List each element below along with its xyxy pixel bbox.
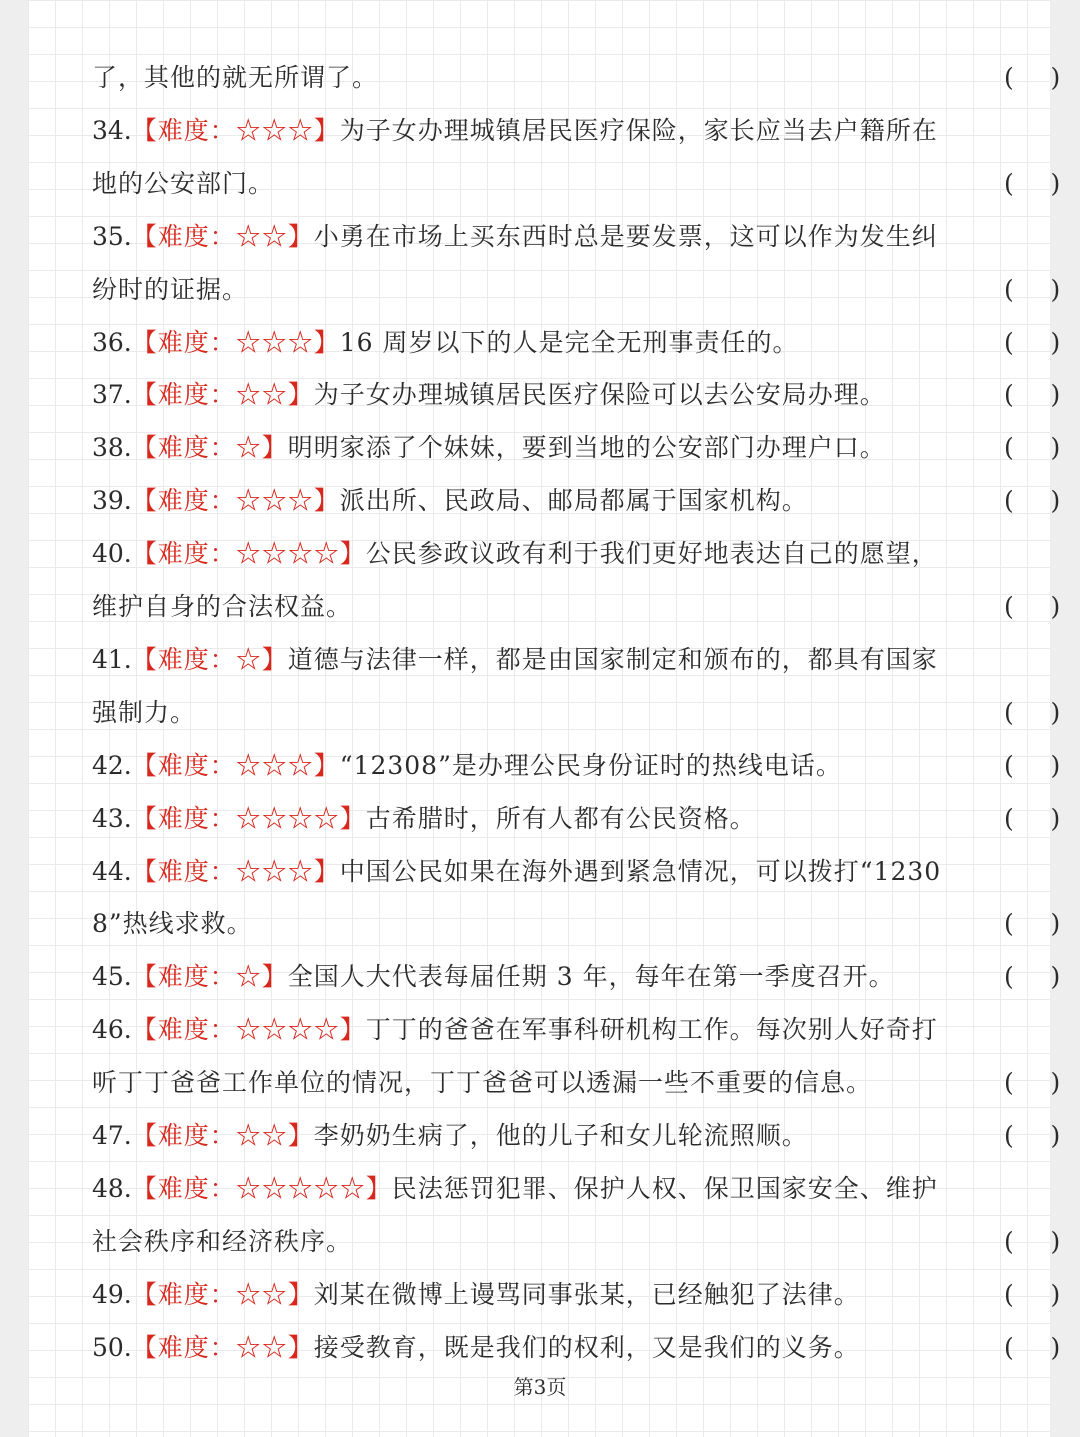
question-number: 43. — [92, 803, 132, 833]
question-number: 38. — [92, 433, 132, 463]
question-number: 44. — [92, 856, 132, 886]
question-line — [92, 957, 1062, 997]
difficulty-tag: 【难度：☆☆☆☆】 — [131, 539, 366, 569]
answer-blank[interactable]: ( ) — [1004, 1279, 1062, 1309]
answer-blank[interactable]: ( ) — [1004, 803, 1062, 833]
answer-blank[interactable]: ( ) — [1004, 168, 1062, 198]
answer-blank[interactable]: ( ) — [1004, 1332, 1062, 1362]
difficulty-tag: 【难度：☆☆☆】 — [131, 750, 340, 780]
question-continuation-line — [92, 270, 1062, 310]
question-text: 刘某在微博上谩骂同事张某，已经触犯了法律。 — [313, 1279, 860, 1309]
question-text: 16 周岁以下的人是完全无刑事责任的。 — [339, 327, 799, 357]
question-text: 古希腊时，所有人都有公民资格。 — [365, 803, 756, 833]
difficulty-tag: 【难度：☆☆☆】 — [131, 486, 340, 516]
answer-blank[interactable]: ( ) — [1004, 592, 1062, 621]
difficulty-tag: 【难度：☆☆】 — [131, 1121, 314, 1150]
question-continuation-line — [92, 904, 1062, 944]
question-line — [92, 852, 992, 892]
answer-blank[interactable]: ( ) — [1004, 274, 1062, 304]
question-line — [92, 323, 1062, 363]
question-number: 47. — [92, 1121, 132, 1150]
question-number: 50. — [92, 1332, 132, 1362]
question-number: 39. — [92, 486, 132, 516]
question-text: 为子女办理城镇居民医疗保险可以去公安局办理。 — [313, 380, 886, 410]
question-line — [92, 1116, 1062, 1156]
difficulty-tag: 【难度：☆☆☆】 — [131, 856, 340, 886]
question-line — [92, 217, 992, 257]
question-text: 社会秩序和经济秩序。 — [92, 1226, 353, 1256]
difficulty-tag: 【难度：☆☆☆】 — [131, 115, 340, 145]
difficulty-tag: 【难度：☆☆】 — [131, 1279, 314, 1309]
question-continuation-line — [92, 58, 1062, 98]
difficulty-tag: 【难度：☆】 — [131, 644, 288, 674]
answer-blank[interactable]: ( ) — [1004, 63, 1062, 92]
question-text: “12308”是办理公民身份证时的热线电话。 — [339, 750, 842, 780]
question-text: 地的公安部门。 — [92, 168, 275, 198]
question-number: 48. — [92, 1173, 132, 1203]
answer-blank[interactable]: ( ) — [1004, 750, 1062, 780]
question-line — [92, 746, 1062, 786]
difficulty-tag: 【难度：☆☆☆☆☆】 — [131, 1173, 392, 1203]
question-number: 40. — [92, 539, 132, 569]
question-number: 35. — [92, 221, 132, 251]
question-text: 为子女办理城镇居民医疗保险，家长应当去户籍所在 — [339, 115, 938, 145]
question-text: 明明家添了个妹妹，要到当地的公安部门办理户口。 — [287, 433, 886, 463]
question-continuation-line — [92, 1222, 1062, 1262]
question-continuation-line — [92, 164, 1062, 204]
difficulty-tag: 【难度：☆】 — [131, 433, 288, 463]
question-number: 34. — [92, 115, 132, 145]
question-number: 49. — [92, 1279, 132, 1309]
question-line — [92, 1010, 992, 1050]
difficulty-tag: 【难度：☆☆】 — [131, 1332, 314, 1362]
answer-blank[interactable]: ( ) — [1004, 1068, 1062, 1098]
question-number: 46. — [92, 1015, 132, 1045]
question-text: 公民参政议政有利于我们更好地表达自己的愿望， — [365, 539, 938, 569]
question-text: 纷时的证据。 — [92, 274, 249, 304]
difficulty-tag: 【难度：☆☆☆☆】 — [131, 1015, 366, 1045]
question-number: 37. — [92, 380, 132, 410]
question-text: 了，其他的就无所谓了。 — [92, 63, 379, 92]
difficulty-tag: 【难度：☆☆☆】 — [131, 327, 340, 357]
difficulty-tag: 【难度：☆☆】 — [131, 380, 314, 410]
question-text: 民法惩罚犯罪、保护人权、保卫国家安全、维护 — [391, 1173, 938, 1203]
question-text: 道德与法律一样，都是由国家制定和颁布的，都具有国家 — [287, 644, 938, 674]
question-line — [92, 1328, 1062, 1368]
question-text: 全国人大代表每届任期 3 年，每年在第一季度召开。 — [287, 962, 895, 992]
question-text: 维护自身的合法权益。 — [92, 592, 353, 621]
question-text: 听丁丁爸爸工作单位的情况，丁丁爸爸可以透漏一些不重要的信息。 — [92, 1068, 873, 1098]
question-number: 36. — [92, 327, 132, 357]
answer-blank[interactable]: ( ) — [1004, 1226, 1062, 1256]
difficulty-tag: 【难度：☆】 — [131, 962, 288, 992]
question-line — [92, 534, 992, 574]
question-number: 42. — [92, 750, 132, 780]
question-text: 李奶奶生病了，他的儿子和女儿轮流照顺。 — [313, 1121, 808, 1150]
page-number: 第3页 — [513, 1375, 567, 1399]
question-text: 8”热线求救。 — [92, 909, 253, 939]
question-line — [92, 1169, 992, 1209]
answer-blank[interactable]: ( ) — [1004, 486, 1062, 516]
question-line — [92, 111, 992, 151]
question-continuation-line — [92, 587, 1062, 627]
answer-blank[interactable]: ( ) — [1004, 697, 1062, 727]
question-line — [92, 375, 1062, 415]
answer-blank[interactable]: ( ) — [1004, 1121, 1062, 1150]
question-text: 小勇在市场上买东西时总是要发票，这可以作为发生纠 — [313, 221, 938, 251]
question-line — [92, 640, 992, 680]
difficulty-tag: 【难度：☆☆】 — [131, 221, 314, 251]
answer-blank[interactable]: ( ) — [1004, 380, 1062, 410]
question-text: 强制力。 — [92, 697, 197, 727]
answer-blank[interactable]: ( ) — [1004, 327, 1062, 357]
question-text: 派出所、民政局、邮局都属于国家机构。 — [339, 486, 808, 516]
question-text: 丁丁的爸爸在军事科研机构工作。每次别人好奇打 — [365, 1015, 938, 1045]
question-continuation-line — [92, 693, 1062, 733]
question-line — [92, 481, 1062, 521]
question-number: 41. — [92, 644, 132, 674]
question-line — [92, 1275, 1062, 1315]
question-line — [92, 799, 1062, 839]
question-text: 接受教育，既是我们的权利，又是我们的义务。 — [313, 1332, 860, 1362]
answer-blank[interactable]: ( ) — [1004, 909, 1062, 939]
question-text: 中国公民如果在海外遇到紧急情况，可以拨打“1230 — [339, 856, 942, 886]
question-continuation-line — [92, 1063, 1062, 1103]
difficulty-tag: 【难度：☆☆☆☆】 — [131, 803, 366, 833]
answer-blank[interactable]: ( ) — [1004, 962, 1062, 992]
question-line — [92, 428, 1062, 468]
question-number: 45. — [92, 962, 132, 992]
answer-blank[interactable]: ( ) — [1004, 433, 1062, 463]
